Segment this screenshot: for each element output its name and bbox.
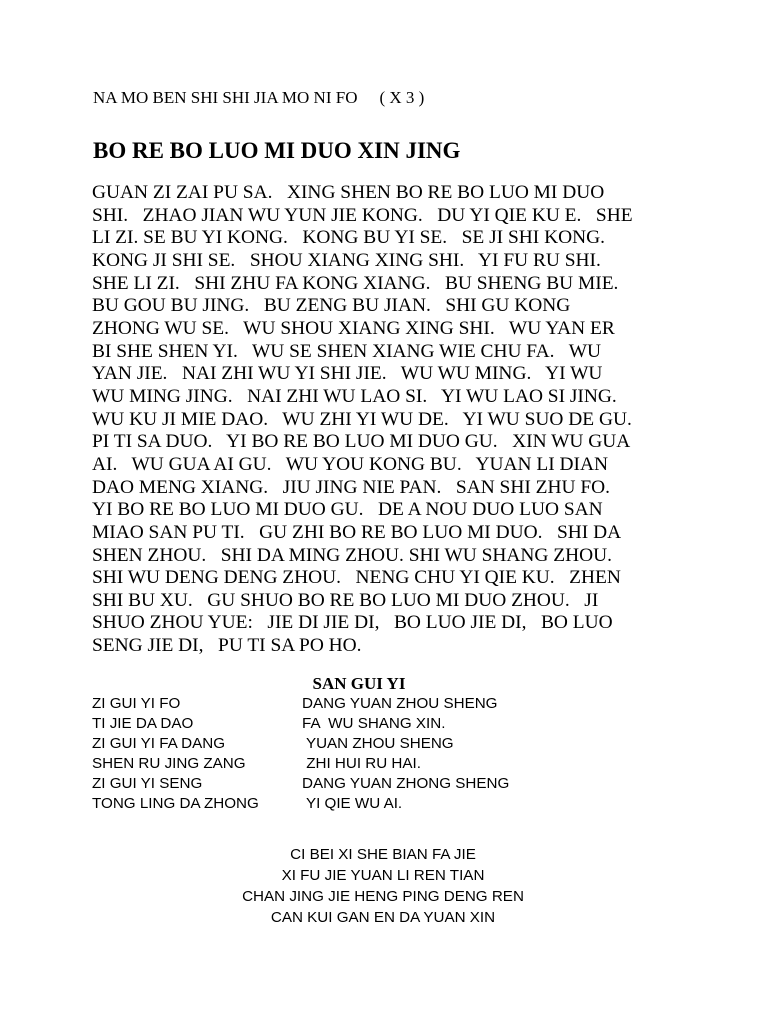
refuge-left: ZI GUI YI FO [92, 695, 181, 712]
san-gui-yi-table [92, 694, 509, 814]
dedication-line: XI FU JIE YUAN LI REN TIAN [281, 867, 485, 884]
refuge-right: DANG YUAN ZHOU SHENG [302, 695, 498, 712]
sutra-line: YAN JIE. NAI ZHI WU YI SHI JIE. WU WU MING. YI WU [92, 363, 603, 385]
dedication-line: CHAN JING JIE HENG PING DENG REN [242, 888, 524, 905]
sutra-line: AI. WU GUA AI GU. WU YOU KONG BU. YUAN LI DIAN [92, 453, 608, 475]
invocation-line [93, 88, 424, 108]
sutra-line: SHI WU DENG DENG ZHOU. NENG CHU YI QIE KU. ZHEN [92, 567, 621, 589]
sutra-body [92, 182, 692, 658]
sutra-title: BO RE BO LUO MI DUO XIN JING [93, 138, 461, 163]
san-gui-yi-title: SAN GUI YI [312, 674, 406, 693]
refuge-left: TONG LING DA ZHONG [92, 795, 259, 812]
sutra-line: BI SHE SHEN YI. WU SE SHEN XIANG WIE CHU FA. WU [92, 340, 601, 362]
sutra-line: LI ZI. SE BU YI KONG. KONG BU YI SE. SE JI SHI KONG. [92, 227, 605, 249]
refuge-row [92, 774, 509, 794]
sutra-line: MIAO SAN PU TI. GU ZHI BO RE BO LUO MI DUO. SHI DA [92, 521, 622, 543]
refuge-left: TI JIE DA DAO [92, 715, 194, 732]
sutra-line: SHUO ZHOU YUE: JIE DI JIE DI, BO LUO JIE DI, BO LUO [92, 612, 613, 634]
refuge-right: DANG YUAN ZHONG SHENG [302, 775, 510, 792]
refuge-right: YI QIE WU AI. [302, 795, 403, 812]
sutra-line: YI BO RE BO LUO MI DUO GU. DE A NOU DUO LUO SAN [92, 499, 603, 521]
sutra-line: KONG JI SHI SE. SHOU XIANG XING SHI. YI FU RU SHI. [92, 249, 601, 271]
sutra-line: WU MING JING. NAI ZHI WU LAO SI. YI WU LAO SI JING. [92, 385, 617, 407]
sutra-line: WU KU JI MIE DAO. WU ZHI YI WU DE. YI WU SUO DE GU. [92, 408, 632, 430]
invocation-text: NA MO BEN SHI SHI JIA MO NI FO [93, 88, 358, 107]
refuge-left: ZI GUI YI FA DANG [92, 735, 226, 752]
refuge-left: ZI GUI YI SENG [92, 775, 203, 792]
sutra-line: PI TI SA DUO. YI BO RE BO LUO MI DUO GU. XIN WU GUA [92, 431, 631, 453]
dedication-line: CI BEI XI SHE BIAN FA JIE [290, 846, 476, 863]
refuge-right: FA WU SHANG XIN. [302, 715, 446, 732]
repeat-count: ( X 3 ) [379, 88, 425, 107]
dedication-verse [0, 844, 768, 928]
sutra-line: BU GOU BU JING. BU ZENG BU JIAN. SHI GU KONG [92, 295, 571, 317]
refuge-row [92, 714, 509, 734]
dedication-line: CAN KUI GAN EN DA YUAN XIN [270, 909, 496, 926]
refuge-row [92, 694, 509, 714]
sutra-line: ZHONG WU SE. WU SHOU XIANG XING SHI. WU YAN ER [92, 317, 615, 339]
refuge-row [92, 754, 509, 774]
sutra-line: GUAN ZI ZAI PU SA. XING SHEN BO RE BO LUO MI DUO [92, 182, 605, 203]
refuge-row [92, 734, 509, 754]
refuge-left: SHEN RU JING ZANG [92, 755, 246, 772]
sutra-line: SHI BU XU. GU SHUO BO RE BO LUO MI DUO ZHOU. JI [92, 589, 599, 611]
sutra-line: SHI. ZHAO JIAN WU YUN JIE KONG. DU YI QIE KU E. SHE [92, 204, 633, 226]
refuge-right: YUAN ZHOU SHENG [302, 735, 454, 752]
refuge-row [92, 794, 509, 814]
sutra-line: DAO MENG XIANG. JIU JING NIE PAN. SAN SHI ZHU FO. [92, 476, 610, 498]
sutra-line: SHE LI ZI. SHI ZHU FA KONG XIANG. BU SHENG BU MIE. [92, 272, 619, 294]
refuge-right: ZHI HUI RU HAI. [302, 755, 421, 772]
sutra-line: SHEN ZHOU. SHI DA MING ZHOU. SHI WU SHANG ZHOU. [92, 544, 612, 566]
sutra-line: SENG JIE DI, PU TI SA PO HO. [92, 635, 362, 657]
